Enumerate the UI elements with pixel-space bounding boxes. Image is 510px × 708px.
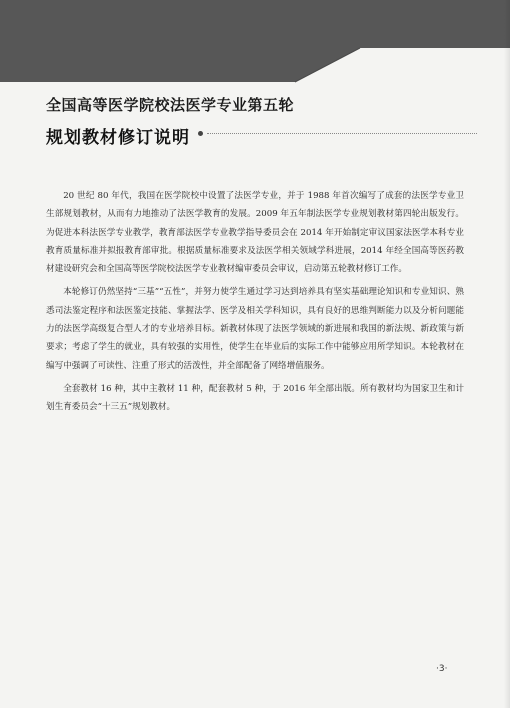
title-dotted-rule	[207, 133, 477, 134]
section-title-main: 规划教材修订说明	[46, 128, 190, 148]
body-text	[46, 187, 464, 422]
section-title-top: 全国高等医学院校法医学专业第五轮	[46, 96, 295, 114]
paragraph-3: 全套教材 16 种，其中主教材 11 种，配套教材 5 种，于 2016 年全部出版。所有教材均为国家卫生和计划生育委员会“十三五”规划教材。	[46, 383, 464, 413]
title-bullet-dot	[198, 131, 203, 136]
paragraph-1: 20 世纪 80 年代，我国在医学院校中设置了法医学专业，并于 1988 年首次编写了成套的法医学专业卫生部规划教材，从而有力地推动了法医学教育的发展。2009 年五年制法医学专业规划教材第四轮出版发行。为促进本科法医学专业教学，教育部法医学专业教学指导委员会在 2014 年开始制定审议国家法医学本科专业教育质量标准并拟报教育部审批。根据质量标准要求及法医学相关领域学科进展，2014 年经全国高等医药教材建设研究会和全国高等医学院校法医学专业教材编审委员会审议，启动第五轮教材修订工作。	[46, 191, 464, 275]
page-edge-shadow	[504, 0, 510, 708]
paragraph-2: 本轮修订仍然坚持“三基”“五性”，并努力使学生通过学习达到培养具有坚实基础理论知识和专业知识、熟悉司法鉴定程序和法医鉴定技能、掌握法学、医学及相关学科知识，具有良好的思维判断能力以及分析问题能力的法医学高级复合型人才的专业培养目标。新教材体现了法医学领域的新进展和我国的新法规、新政策与新要求；考虑了学生的就业，具有较强的实用性，使学生在毕业后的实际工作中能够应用所学知识。本轮教材在编写中强调了可读性、注重了形式的活泼性，并全部配备了网络增值服务。	[46, 287, 464, 371]
page-number: ·3·	[436, 664, 448, 674]
